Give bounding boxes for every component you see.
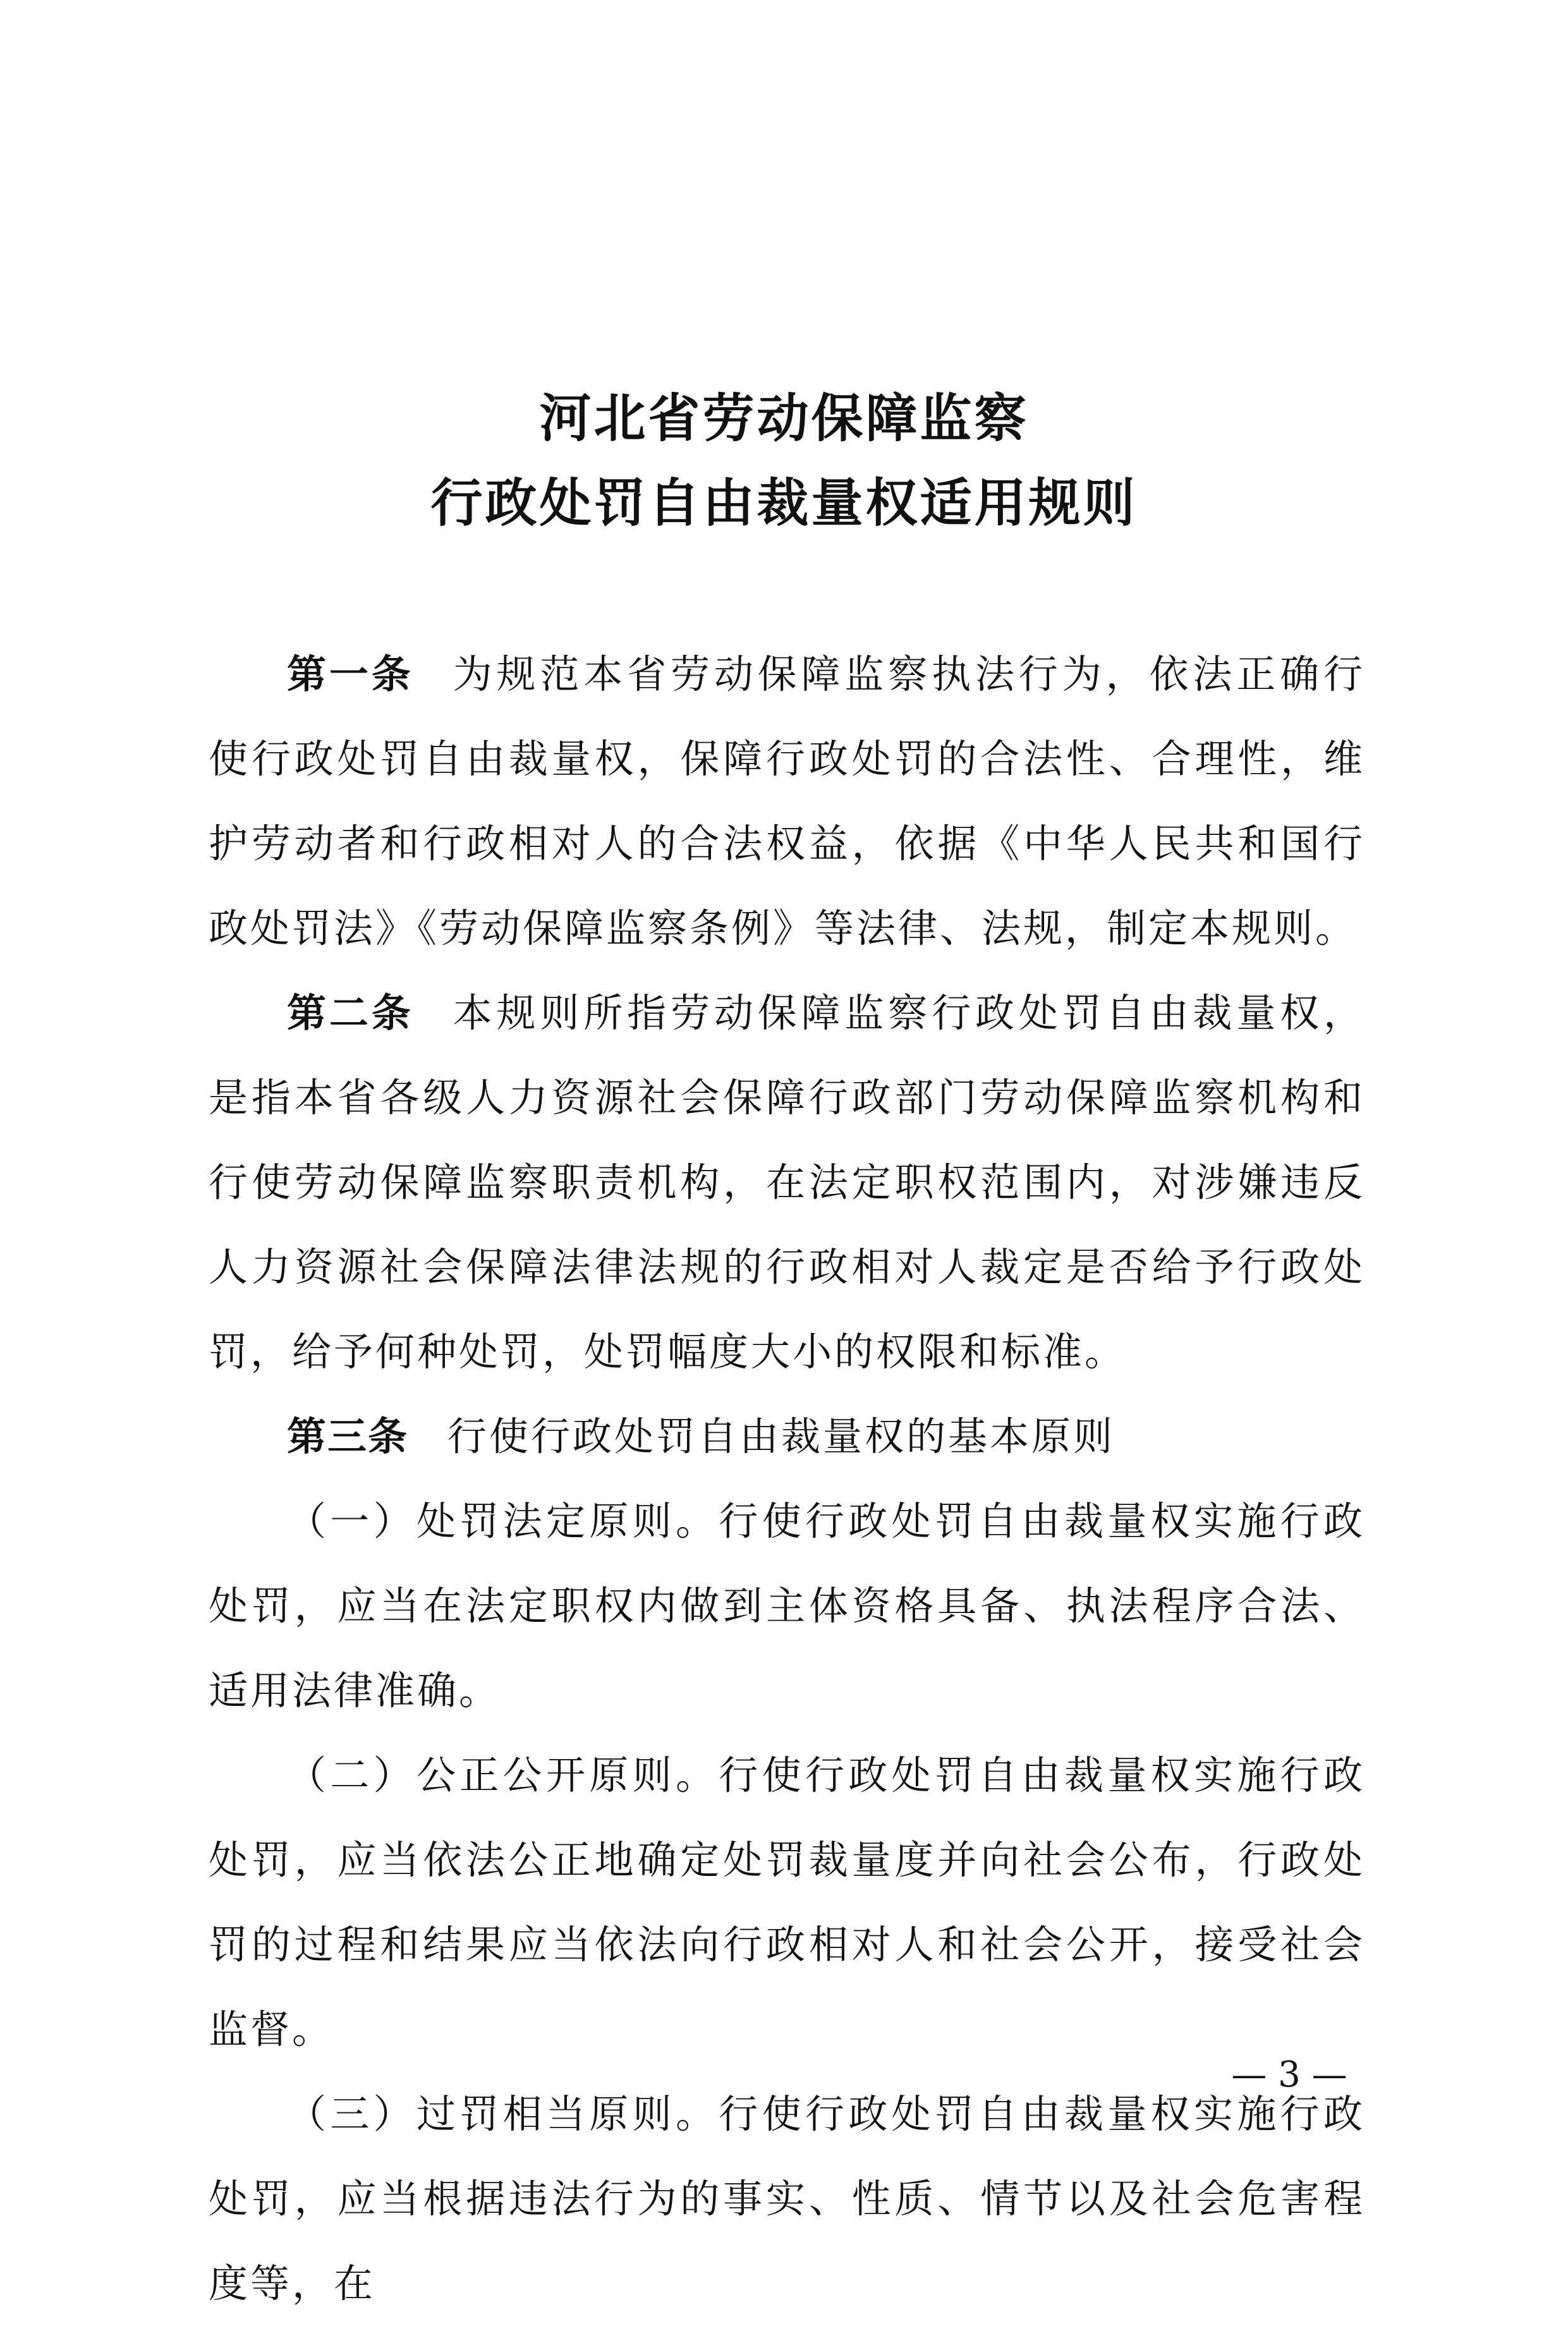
article-1-paragraph bbox=[209, 632, 1365, 971]
article-1-text: 为规范本省劳动保障监察执法行为，依法正确行使行政处罚自由裁量权，保障行政处罚的合法性、合理性，维护劳动者和行政相对人的合法权益，依据《中华人民共和国行政处罚法》《劳动保障监察条例》等法律、法规，制定本规则。 bbox=[209, 651, 1365, 951]
article-3-label: 第三条 bbox=[287, 1413, 409, 1459]
document-title-line-2: 行政处罚自由裁量权适用规则 bbox=[430, 473, 1138, 533]
principle-3-paragraph bbox=[209, 2072, 1365, 2326]
document-title-line-1: 河北省劳动保障监察 bbox=[539, 388, 1029, 449]
article-3-paragraph bbox=[209, 1394, 1365, 1479]
article-2-label: 第二条 bbox=[287, 990, 414, 1036]
document-body bbox=[209, 632, 1365, 2326]
principle-2-paragraph bbox=[209, 1733, 1365, 2072]
article-1-label: 第一条 bbox=[287, 651, 414, 697]
principle-2-text: （二）公正公开原则。行使行政处罚自由裁量权实施行政处罚，应当依法公正地确定处罚裁量度并向社会公布，行政处罚的过程和结果应当依法向行政相对人和社会公开，接受社会监督。 bbox=[209, 1752, 1365, 2052]
article-3-text: 行使行政处罚自由裁量权的基本原则 bbox=[447, 1413, 1115, 1459]
principle-1-paragraph bbox=[209, 1479, 1365, 1733]
page-number: — 3 — bbox=[1231, 2054, 1347, 2095]
article-2-text: 本规则所指劳动保障监察行政处罚自由裁量权，是指本省各级人力资源社会保障行政部门劳动保障监察机构和行使劳动保障监察职责机构，在法定职权范围内，对涉嫌违反人力资源社会保障法律法规的行政相对人裁定是否给予行政处罚，给予何种处罚，处罚幅度大小的权限和标准。 bbox=[209, 990, 1365, 1375]
article-2-paragraph bbox=[209, 971, 1365, 1394]
principle-3-text: （三）过罚相当原则。行使行政处罚自由裁量权实施行政处罚，应当根据违法行为的事实、性质、情节以及社会危害程度等，在 bbox=[209, 2091, 1365, 2306]
principle-1-text: （一）处罚法定原则。行使行政处罚自由裁量权实施行政处罚，应当在法定职权内做到主体资格具备、执法程序合法、适用法律准确。 bbox=[209, 1498, 1365, 1714]
